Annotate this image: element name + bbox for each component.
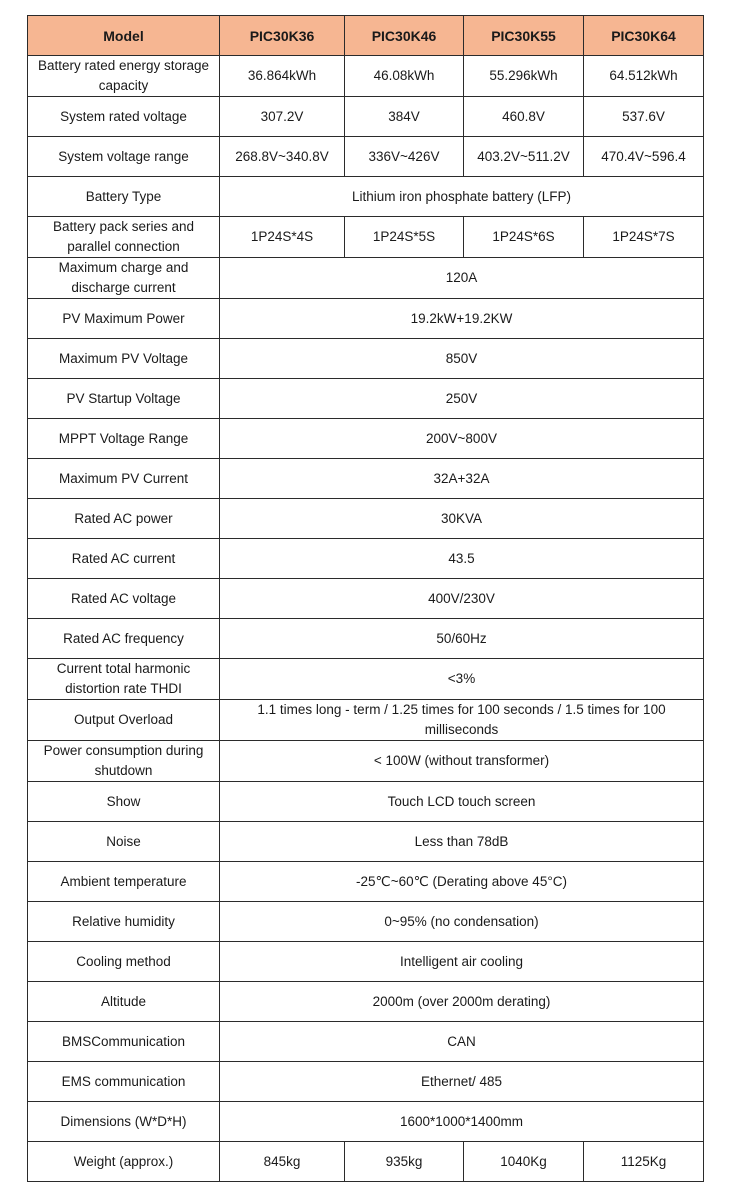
cell-model-2: 46.08kWh	[345, 56, 464, 97]
table-row	[28, 97, 704, 137]
row-label: Ambient temperature	[28, 862, 220, 902]
row-label: EMS communication	[28, 1062, 220, 1102]
row-label: System rated voltage	[28, 97, 220, 137]
cell-model-1: 307.2V	[220, 97, 345, 137]
table-row	[28, 177, 704, 217]
row-label: Battery Type	[28, 177, 220, 217]
cell-model-3: 403.2V~511.2V	[464, 137, 584, 177]
cell-all-models: < 100W (without transformer)	[220, 741, 704, 782]
row-label: Weight (approx.)	[28, 1142, 220, 1182]
table-row	[28, 419, 704, 459]
row-label: Current total harmonic distortion rate THDI	[28, 659, 220, 700]
cell-model-4: 470.4V~596.4	[584, 137, 704, 177]
row-label: Output Overload	[28, 700, 220, 741]
header-model-1: PIC30K36	[220, 16, 345, 56]
cell-all-models: Ethernet/ 485	[220, 1062, 704, 1102]
cell-model-4: 537.6V	[584, 97, 704, 137]
cell-all-models: 1.1 times long - term / 1.25 times for 100 seconds / 1.5 times for 100 milliseconds	[220, 700, 704, 741]
row-label: MPPT Voltage Range	[28, 419, 220, 459]
header-model-label: Model	[28, 16, 220, 56]
row-label: Maximum PV Current	[28, 459, 220, 499]
table-header	[28, 16, 704, 56]
cell-all-models: 2000m (over 2000m derating)	[220, 982, 704, 1022]
row-label: Altitude	[28, 982, 220, 1022]
cell-model-1: 1P24S*4S	[220, 217, 345, 258]
table-row	[28, 1062, 704, 1102]
cell-all-models: Less than 78dB	[220, 822, 704, 862]
header-model-2: PIC30K46	[345, 16, 464, 56]
cell-all-models: 120A	[220, 258, 704, 299]
row-label: PV Startup Voltage	[28, 379, 220, 419]
row-label: Dimensions (W*D*H)	[28, 1102, 220, 1142]
row-label: BMSCommunication	[28, 1022, 220, 1062]
table-row	[28, 379, 704, 419]
cell-all-models: -25℃~60℃ (Derating above 45°C)	[220, 862, 704, 902]
cell-model-1: 845kg	[220, 1142, 345, 1182]
row-label: Relative humidity	[28, 902, 220, 942]
row-label: Battery pack series and parallel connection	[28, 217, 220, 258]
table-row	[28, 299, 704, 339]
cell-all-models: Lithium iron phosphate battery (LFP)	[220, 177, 704, 217]
cell-all-models: 43.5	[220, 539, 704, 579]
cell-model-2: 336V~426V	[345, 137, 464, 177]
row-label: Cooling method	[28, 942, 220, 982]
table-row	[28, 258, 704, 299]
row-label: System voltage range	[28, 137, 220, 177]
cell-model-4: 1125Kg	[584, 1142, 704, 1182]
spec-table	[27, 15, 704, 1182]
cell-model-2: 384V	[345, 97, 464, 137]
table-row	[28, 56, 704, 97]
cell-model-1: 36.864kWh	[220, 56, 345, 97]
cell-all-models: 250V	[220, 379, 704, 419]
table-body	[28, 56, 704, 1182]
cell-all-models: Intelligent air cooling	[220, 942, 704, 982]
table-row	[28, 741, 704, 782]
row-label: Maximum PV Voltage	[28, 339, 220, 379]
cell-model-2: 935kg	[345, 1142, 464, 1182]
cell-all-models: Touch LCD touch screen	[220, 782, 704, 822]
table-row	[28, 1102, 704, 1142]
cell-all-models: 50/60Hz	[220, 619, 704, 659]
cell-all-models: 30KVA	[220, 499, 704, 539]
cell-all-models: 0~95% (no condensation)	[220, 902, 704, 942]
table-row	[28, 982, 704, 1022]
cell-all-models: 19.2kW+19.2KW	[220, 299, 704, 339]
table-row	[28, 499, 704, 539]
header-row	[28, 16, 704, 56]
table-row	[28, 822, 704, 862]
table-row	[28, 1022, 704, 1062]
table-row	[28, 942, 704, 982]
cell-model-4: 1P24S*7S	[584, 217, 704, 258]
row-label: Battery rated energy storage capacity	[28, 56, 220, 97]
cell-all-models: 400V/230V	[220, 579, 704, 619]
row-label: Noise	[28, 822, 220, 862]
row-label: Show	[28, 782, 220, 822]
row-label: Rated AC frequency	[28, 619, 220, 659]
table-row	[28, 539, 704, 579]
table-row	[28, 902, 704, 942]
table-row	[28, 339, 704, 379]
header-model-3: PIC30K55	[464, 16, 584, 56]
table-row	[28, 579, 704, 619]
table-row	[28, 137, 704, 177]
table-row	[28, 659, 704, 700]
row-label: Rated AC power	[28, 499, 220, 539]
row-label: Rated AC voltage	[28, 579, 220, 619]
cell-model-2: 1P24S*5S	[345, 217, 464, 258]
row-label: Maximum charge and discharge current	[28, 258, 220, 299]
table-row	[28, 459, 704, 499]
cell-model-3: 55.296kWh	[464, 56, 584, 97]
cell-model-3: 1040Kg	[464, 1142, 584, 1182]
row-label: Rated AC current	[28, 539, 220, 579]
cell-all-models: 32A+32A	[220, 459, 704, 499]
cell-all-models: 200V~800V	[220, 419, 704, 459]
cell-model-3: 1P24S*6S	[464, 217, 584, 258]
cell-all-models: 1600*1000*1400mm	[220, 1102, 704, 1142]
cell-model-4: 64.512kWh	[584, 56, 704, 97]
cell-model-1: 268.8V~340.8V	[220, 137, 345, 177]
table-row	[28, 619, 704, 659]
cell-all-models: CAN	[220, 1022, 704, 1062]
table-row	[28, 1142, 704, 1182]
table-row	[28, 217, 704, 258]
table-row	[28, 700, 704, 741]
cell-all-models: <3%	[220, 659, 704, 700]
table-row	[28, 782, 704, 822]
row-label: Power consumption during shutdown	[28, 741, 220, 782]
header-model-4: PIC30K64	[584, 16, 704, 56]
row-label: PV Maximum Power	[28, 299, 220, 339]
table-row	[28, 862, 704, 902]
cell-all-models: 850V	[220, 339, 704, 379]
cell-model-3: 460.8V	[464, 97, 584, 137]
